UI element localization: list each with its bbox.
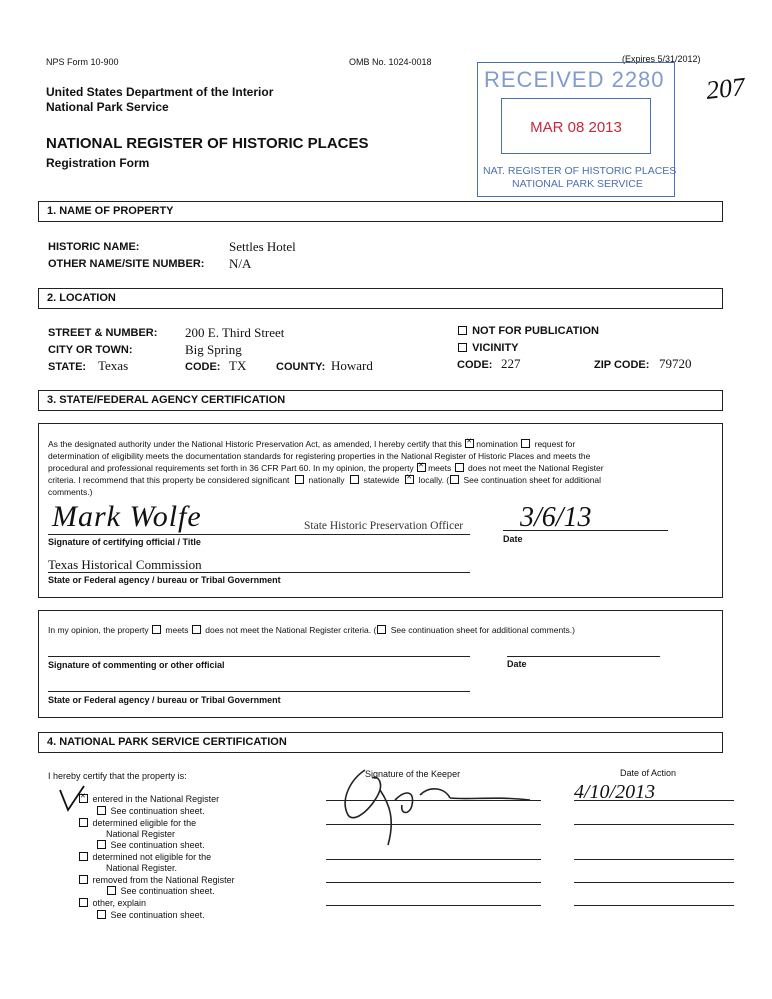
- state-label: STATE:: [48, 361, 87, 373]
- cert-line-5: comments.): [48, 487, 93, 497]
- option-eligible-checkbox: [79, 818, 88, 827]
- keeper-label: Signature of the Keeper: [365, 769, 461, 779]
- keeper-line-3: [326, 859, 541, 860]
- street-value: 200 E. Third Street: [185, 325, 285, 340]
- statewide-checkbox: [350, 475, 359, 484]
- opinion-meets-checkbox: [152, 625, 161, 634]
- section-1-header: [38, 201, 723, 222]
- historic-name-label: HISTORIC NAME:: [48, 241, 140, 253]
- request-checkbox: [521, 439, 530, 448]
- keeper-signature: [320, 760, 540, 855]
- option-entered-continuation-checkbox: [97, 806, 106, 815]
- date-of-action-handwritten: 4/10/2013: [574, 781, 656, 803]
- option-removed: removed from the National Register: [78, 875, 235, 885]
- continuation-checkbox: [450, 475, 459, 484]
- form-number: NPS Form 10-900: [46, 57, 119, 67]
- nationally-checkbox: [295, 475, 304, 484]
- form-title: NATIONAL REGISTER OF HISTORIC PLACES: [46, 135, 369, 152]
- received-stamp: [477, 62, 675, 197]
- opinion-not-meet-checkbox: [192, 625, 201, 634]
- agency2-label: State or Federal agency / bureau or Tribal Government: [48, 695, 281, 705]
- county-value: Howard: [331, 358, 373, 373]
- option-eligible-line2: National Register: [106, 829, 176, 839]
- certify-text: I hereby certify that the property is:: [48, 771, 187, 781]
- commenting-signature-line: [48, 656, 470, 657]
- not-for-publication: NOT FOR PUBLICATION: [457, 325, 599, 337]
- cert-line-2: determination of eligibility meets the documentation standards for registering properties in the National Register of Historic Places and meets the: [48, 451, 591, 461]
- action-line-4: [574, 882, 734, 883]
- option-eligible: determined eligible for the: [78, 818, 196, 828]
- section-3-header: [38, 390, 723, 411]
- nomination-checkbox: [465, 439, 474, 448]
- locally-checkbox: [405, 475, 414, 484]
- section-4-header: [38, 732, 723, 753]
- option-removed-continuation-checkbox: [107, 886, 116, 895]
- historic-name-value: Settles Hotel: [229, 239, 296, 254]
- keeper-line-4: [326, 882, 541, 883]
- section-1-heading: 1. NAME OF PROPERTY: [47, 205, 174, 217]
- omb-number: OMB No. 1024-0018: [349, 57, 432, 67]
- agency-value: Texas Historical Commission: [48, 557, 202, 572]
- keeper-line-1: [326, 800, 541, 801]
- commenting-date-label: Date: [507, 659, 527, 669]
- department-name: United States Department of the Interior: [46, 85, 274, 99]
- commenting-date-line: [507, 656, 660, 657]
- action-line-2: [574, 824, 734, 825]
- stamp-service-text: NATIONAL PARK SERVICE: [512, 178, 643, 190]
- date-line: [503, 530, 668, 531]
- zip-label: ZIP CODE:: [594, 359, 650, 371]
- option-removed-continuation: See continuation sheet.: [106, 886, 215, 896]
- option-not-eligible-line2: National Register.: [106, 863, 178, 873]
- zip-value: 79720: [659, 356, 692, 371]
- agency-line: [48, 572, 470, 573]
- checkmark-icon: [58, 784, 88, 814]
- signature-label: Signature of certifying official / Title: [48, 537, 201, 547]
- state-code-label: CODE:: [185, 361, 221, 373]
- agency-label: State or Federal agency / bureau or Tribal Government: [48, 575, 281, 585]
- other-name-value: N/A: [229, 256, 252, 271]
- service-name: National Park Service: [46, 100, 169, 114]
- stamp-received-text: RECEIVED 2280: [484, 67, 665, 92]
- option-other-checkbox: [79, 898, 88, 907]
- certification-date-handwritten: 3/6/13: [520, 502, 592, 533]
- option-eligible-continuation: See continuation sheet.: [96, 840, 205, 850]
- cert-line-3: procedural and professional requirements set forth in 36 CFR Part 60. In my opinion, the property ✕ meets does not meet the National Register: [48, 463, 604, 473]
- option-not-eligible: determined not eligible for the: [78, 852, 211, 862]
- option-other-continuation-checkbox: [97, 910, 106, 919]
- action-line-3: [574, 859, 734, 860]
- stamp-date-box: [501, 98, 651, 154]
- cert-line-1: As the designated authority under the National Historic Preservation Act, as amended, I hereby certify that this ✕ nomination request for: [48, 439, 575, 449]
- section-4-heading: 4. NATIONAL PARK SERVICE CERTIFICATION: [47, 736, 287, 748]
- commenting-signature-label: Signature of commenting or other official: [48, 660, 225, 670]
- city-label: CITY OR TOWN:: [48, 344, 133, 356]
- city-value: Big Spring: [185, 342, 242, 357]
- certifying-signature: Mark Wolfe: [52, 500, 202, 533]
- official-title-value: State Historic Preservation Officer: [304, 520, 464, 532]
- stamp-date: MAR 08 2013: [530, 119, 622, 136]
- expiration-date: (Expires 5/31/2012): [622, 54, 701, 64]
- form-subtitle: Registration Form: [46, 156, 150, 170]
- date-of-action-label: Date of Action: [620, 768, 677, 778]
- option-eligible-continuation-checkbox: [97, 840, 106, 849]
- agency2-line: [48, 691, 470, 692]
- action-line-5: [574, 905, 734, 906]
- option-other-continuation: See continuation sheet.: [96, 910, 205, 920]
- option-entered: ✕ entered in the National Register: [78, 794, 219, 804]
- vicinity-checkbox: [458, 343, 467, 352]
- county-code-label: CODE:: [457, 359, 493, 371]
- state-value: Texas: [98, 358, 129, 373]
- opinion-line: In my opinion, the property meets does not meet the National Register criteria. ( See continuation sheet for additional comments.): [48, 625, 575, 635]
- section-3-heading: 3. STATE/FEDERAL AGENCY CERTIFICATION: [47, 394, 286, 406]
- cert-line-4: criteria. I recommend that this property be considered significant nationally statewide ✕ locally. ( See continuation sheet for additional: [48, 475, 601, 485]
- meets-checkbox: [417, 463, 426, 472]
- not-meet-checkbox: [455, 463, 464, 472]
- section-2-header: [38, 288, 723, 309]
- not-for-publication-checkbox: [458, 326, 467, 335]
- handwritten-reference-number: 207: [704, 72, 747, 105]
- street-label: STREET & NUMBER:: [48, 327, 158, 339]
- option-entered-continuation: See continuation sheet.: [96, 806, 205, 816]
- opinion-continuation-checkbox: [377, 625, 386, 634]
- signature-line: [48, 534, 470, 535]
- section-2-heading: 2. LOCATION: [47, 292, 116, 304]
- county-code-value: 227: [501, 356, 521, 371]
- county-label: COUNTY:: [276, 361, 326, 373]
- other-name-label: OTHER NAME/SITE NUMBER:: [48, 258, 205, 270]
- state-code-value: TX: [229, 358, 247, 373]
- option-removed-checkbox: [79, 875, 88, 884]
- stamp-register-text: NAT. REGISTER OF HISTORIC PLACES: [483, 165, 677, 177]
- option-not-eligible-checkbox: [79, 852, 88, 861]
- option-other: other, explain: [78, 898, 146, 908]
- action-line-1: [574, 800, 734, 801]
- keeper-line-5: [326, 905, 541, 906]
- keeper-line-2: [326, 824, 541, 825]
- date-label: Date: [503, 534, 523, 544]
- vicinity: VICINITY: [457, 342, 519, 354]
